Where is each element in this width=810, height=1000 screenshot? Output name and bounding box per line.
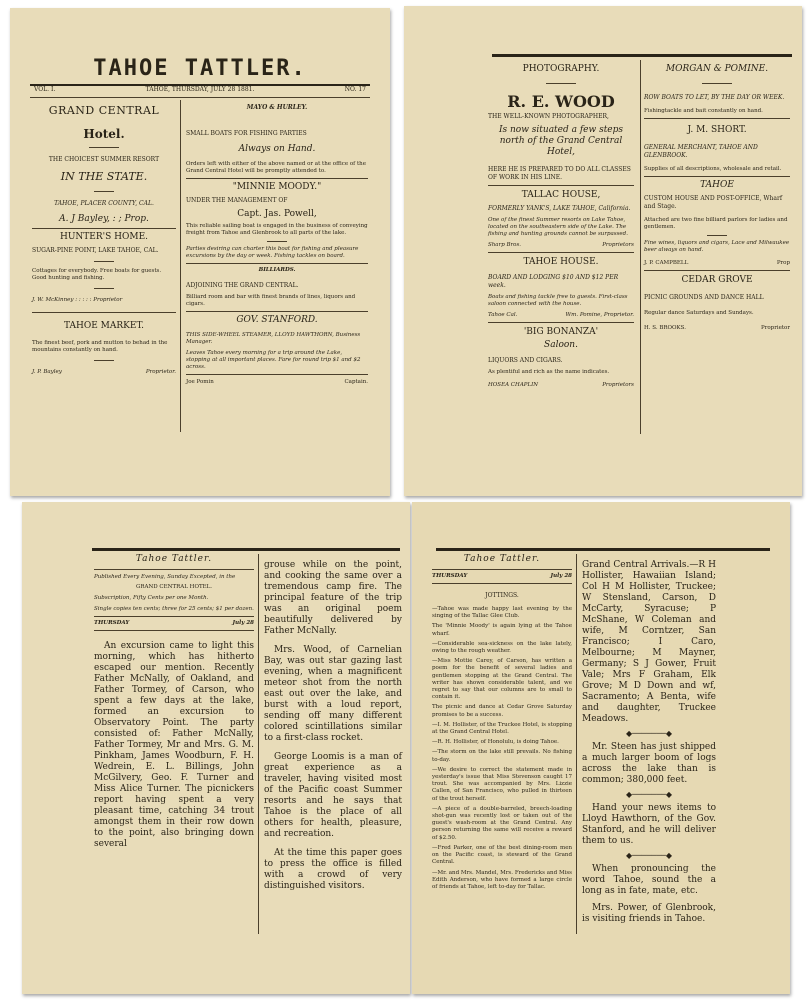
excursion-article: An excursion came to light this morning, which has hitherto escaped our mention. Recently Father McNally, of Oakland, and Father Tormey, of Carson, who spent a few days at the lake, formed an excursion to Observatory Point. The party consisted of: Father McNally, Father Tormey, Mr and Mrs. G. M. Pinkham, James Woodburn, F. H. Wedrein, E. L. Billings, John McGilvery, Geo. F. Turner and Miss Alice Turner. The picnickers report having spent a very pleasant time, catching 34 trout amongst them in their row down to the point, also bringing down several <box>94 641 254 849</box>
masthead: TAHOE TATTLER. <box>93 56 307 81</box>
tahoe-house: TAHOE HOUSE. <box>523 257 599 267</box>
steen-paragraph: Mr. Steen has just shipped a much larger boom of logs across the lake than is common; 380,000 feet. <box>582 742 716 785</box>
page4-right-column <box>582 560 716 925</box>
jotting-7: —R. H. Hollister, of Honolulu, is doing Tahoe. <box>432 739 559 746</box>
page4-left-column <box>432 554 572 894</box>
single-copies: Single copies ten cents; three for 25 cents; $1 per dozen. <box>94 606 254 612</box>
prepared: HERE HE IS PREPARED TO DO ALL CLASSES OF WORK IN HIS LINE. <box>488 166 631 181</box>
date-label: July 28 <box>232 620 254 626</box>
page2-left-column <box>488 64 634 389</box>
proprietor-bayley: A. J Bayley, : ; Prop. <box>59 214 149 224</box>
issue-number: NO. 17 <box>344 86 366 93</box>
jotting-10: —A piece of a double-barreled, breech-loading shot-gun was recently lost or taken out of the guest's wash-room at the Grand Central. Any person returning the same will receive a reward of $2.50. <box>432 805 572 841</box>
brooks-prop: Proprietor <box>761 325 790 331</box>
jotting-4: —Miss Mottie Carey, of Carson, has written a poem for the benefit of several ladies and gentlemen stopping at the Grand Central. The writer has shown considerable talent, and we regret to say that our columns are to small to contain it. <box>432 658 572 701</box>
fine-wines: Fine wines, liquors and cigars, Lace and Milwaukee beer always on hand. <box>644 240 790 253</box>
divider-ornament: ◆───────◆ <box>625 729 673 738</box>
leaves-tahoe: Leaves Tahoe every morning for a trip around the Lake, stopping at all important places. Fare for round trip $1 and $2 across. <box>186 350 361 370</box>
tattler-header: Tahoe Tattler. <box>135 554 213 564</box>
page-2 <box>404 6 802 496</box>
press-paragraph: At the time this paper goes to press the office is filled with a crowd of very distinguished visitors. <box>264 848 402 891</box>
grouse-paragraph: grouse while on the point, and cooking the same over a tremendous camp fire. The principal feature of the trip was an original poem beautifully delivered by Father McNally. <box>264 560 402 636</box>
meteor-paragraph: Mrs. Wood, of Carnelian Bay, was out star gazing last evening, when a magnificent meteor shot from the north east out over the lake, and burst with a loud report, sending off many different colored scintillations similar to a first-class rocket. <box>264 645 402 743</box>
market-proprietor-name: J. P. Bayley <box>32 369 62 375</box>
pronouncing-paragraph: When pronouncing the word Tahoe, sound the a long as in fate, mate, etc. <box>582 864 716 896</box>
place-date: TAHOE, THURSDAY, JULY 28 1881. <box>145 86 255 93</box>
sharp-bros: Sharp Bros. <box>488 242 522 248</box>
tahoe-heading: TAHOE <box>700 180 734 190</box>
choicest-resort: THE CHOICEST SUMMER RESORT <box>48 156 160 163</box>
jp-campbell: J. P. CAMPBELL <box>644 260 689 266</box>
capt-powell: Capt. Jas. Powell, <box>237 209 317 219</box>
page3-masthead-column <box>94 554 254 850</box>
tahoe-cal: Tahoe Cal. <box>488 312 518 318</box>
formerly-yanks: FORMERLY YANK'S, LAKE TAHOE, California. <box>488 205 631 212</box>
tahoe-market: TAHOE MARKET. <box>64 321 144 331</box>
day-label-2: THURSDAY <box>432 573 468 579</box>
orders-note: Orders left with either of the above named or at the office of the Grand Central Hotel will be promptly attended to. <box>186 161 366 174</box>
jottings-heading: JOTTINGS. <box>485 592 519 599</box>
divider-ornament-3: ◆───────◆ <box>625 851 673 860</box>
mckinney: J. W. McKinney : : : : : Proprietor <box>32 297 123 303</box>
chaplin-proprietors: Proprietors <box>602 382 634 388</box>
page-3 <box>22 502 410 994</box>
market-proprietor-label: Proprietor. <box>145 369 176 375</box>
cottages: Cottages for everybody. Free boats for guests. Good hunting and fishing. <box>32 268 162 281</box>
liquors-cigars: LIQUORS AND CIGARS. <box>488 357 563 364</box>
power-paragraph: Mrs. Power, of Glenbrook, is visiting friends in Tahoe. <box>582 903 716 924</box>
picnic-grounds: PICNIC GROUNDS AND DANCE HALL <box>644 294 764 301</box>
plentiful: As plentiful and rich as the name indicates. <box>488 369 610 375</box>
mayo-hurley: MAYO & HURLEY. <box>246 104 308 111</box>
jotting-2: The 'Minnie Moody' is again lying at the Tahoe wharf. <box>432 623 572 637</box>
dateline <box>34 86 366 94</box>
jm-short: J. M. SHORT. <box>687 125 747 135</box>
grand-central-hotel: GRAND CENTRAL HOTEL. <box>135 584 213 590</box>
page1-right-column <box>186 104 368 386</box>
divider-ornament-2: ◆───────◆ <box>625 790 673 799</box>
jotting-6: —I. M. Hollister, of the Truckee Hotel, is stopping at the Grand Central Hotel. <box>432 721 572 736</box>
location: TAHOE, PLACER COUNTY, CAL. <box>54 200 154 207</box>
steamer: THIS SIDE-WHEEL STEAMER, LLOYD HAWTHORN, Business Manager. <box>186 332 361 345</box>
wm-pomine: Wm. Pomine, Proprietor. <box>565 312 634 318</box>
small-boats: SMALL BOATS FOR FISHING PARTIES <box>186 130 307 137</box>
joe-pomin: Joe Pomin <box>186 379 214 385</box>
published-note: Published Every Evening, Sunday Excepted, in the <box>94 574 236 580</box>
jotting-1: —Tahoe was made happy last evening by the singing of the Tallac Glee Club. <box>432 606 572 620</box>
subscription: Subscription, Fifty Cents per one Month. <box>94 595 209 601</box>
hunters-home: HUNTER'S HOME. <box>59 232 149 242</box>
jotting-8: —The storm on the lake still prevails. No fishing to-day. <box>432 749 572 763</box>
page3-right-column <box>264 560 402 892</box>
well-known: THE WELL-KNOWN PHOTOGRAPHER, <box>488 113 609 120</box>
date-label-2: July 28 <box>550 573 572 579</box>
jotting-9: —We desire to correct the statement made in yesterday's issue that Miss Stevenson caught 17 trout. She was accompanied by Mrs. Lizzie Callen, of San Francisco, who pulled in thirteen of the trout herself. <box>432 766 572 802</box>
gov-stanford: GOV. STANFORD. <box>236 315 318 325</box>
page2-right-column <box>644 64 790 332</box>
jotting-5: The picnic and dance at Cedar Grove Saturday promises to be a success. <box>432 704 572 718</box>
page-1 <box>10 8 390 496</box>
minnie-moody: "MINNIE MOODY." <box>232 182 322 192</box>
hotel-title: Hotel. <box>83 127 125 141</box>
billiard-parlors: Attached are two fine billiard parlors for ladies and gentlemen. <box>644 217 788 230</box>
situated: Is now situated a few steps north of the Grand Central Hotel, <box>498 125 624 157</box>
re-wood: R. E. WOOD <box>507 92 615 111</box>
jotting-12: —Mr. and Mrs. Mandel, Mrs. Fredericks and Miss Edith Anderson, who have formed a large circle of friends at Tahoe, left to-day for Tallac. <box>432 869 572 890</box>
saloon: Saloon. <box>544 340 578 350</box>
board-lodging: BOARD AND LODGING $10 AND $12 PER week. <box>488 274 619 289</box>
page-4 <box>412 502 790 994</box>
grand-central-arrivals: Grand Central Arrivals.—R H Hollister, Hawaiian Island; Col H M Hollister, Truckee; W Stensland, Carson, D McCarty, Syracuse; P McShane, W Coleman and wife, M Corntzer, San Francisco; I Caro, Melbourne; M Mayner, Germany; S J Gower, Fruit Vale; Mrs F Graham, Elk Grove; M D Down and wf, Sacramento; A Benta, wife and daughter, Truckee Meadows. <box>582 560 716 724</box>
billiards: BILLIARDS. <box>258 267 296 273</box>
loomis-paragraph: George Loomis is a man of great experience as a traveler, having visited most of the Pacific coast Summer resorts and he says that Tahoe is the place of all others for health, pleasure, and recreation. <box>264 752 402 839</box>
news-paragraph: Hand your news items to Lloyd Hawthorn, of the Gov. Stanford, and he will deliver them to us. <box>582 803 716 846</box>
billiard-desc: Billiard room and bar with finest brands of lines, liquors and cigars. <box>186 294 356 307</box>
regular-dance: Regular dance Saturdays and Sundays. <box>644 310 754 316</box>
sharp-proprietors: Proprietors <box>602 242 634 248</box>
tallac-house: TALLAC HOUSE, <box>521 190 601 200</box>
hosea-chaplin: HOSEA CHAPLIN <box>488 382 539 388</box>
boats-free: Boats and fishing tackle free to guests. First-class saloon connected with the house. <box>488 294 628 307</box>
campbell-prop: Prop <box>776 260 790 266</box>
tallac-desc: One of the finest Summer resorts on Lake Tahoe, located on the southeastern side of the Lake. The fishing and hunting grounds cannot be surpassed. <box>488 217 628 237</box>
custom-house: CUSTOM HOUSE AND POST-OFFICE, Wharf and Stage. <box>644 195 783 210</box>
jotting-11: —Fred Parker, one of the best dining-room men on the Pacific coast, is steward of the Grand Central. <box>432 844 572 866</box>
market-desc: The finest beef, pork and mutton to behad in the mountains constantly on hand. <box>32 340 168 353</box>
hs-brooks: H. S. BROOKS. <box>644 325 686 331</box>
grand-central: GRAND CENTRAL <box>48 104 160 117</box>
row-boats: ROW BOATS TO LET, BY THE DAY OR WEEK. <box>644 94 785 101</box>
in-the-state: IN THE STATE. <box>60 170 148 183</box>
cedar-grove: CEDAR GROVE <box>681 275 753 285</box>
big-bonanza: 'BIG BONANZA' <box>523 327 599 337</box>
under-management: UNDER THE MANAGEMENT OF <box>186 197 288 204</box>
supplies: Supplies of all descriptions, wholesale and retail. <box>644 166 782 172</box>
charter-note: Parties desiring can charter this boat for fishing and pleasure excursions by the day or week. Fishing tackles on board. <box>186 246 359 259</box>
sugar-pine: SUGAR-PINE POINT, LAKE TAHOE, CAL. <box>32 247 159 254</box>
day-label: THURSDAY <box>94 620 130 626</box>
powell-desc: This reliable sailing boat is engaged in the business of conveying freight from Tahoe and Glenbrook to all parts of the lake. <box>186 223 368 236</box>
volume: VOL. I. <box>34 86 56 93</box>
morgan-pomine: MORGAN & POMINE. <box>665 64 769 74</box>
jotting-3: —Considerable sea-sickness on the lake lately, owing to the rough weather. <box>432 640 572 655</box>
general-merchant: GENERAL MERCHANT, TAHOE AND GLENBROOK. <box>644 144 758 159</box>
page1-left-column <box>32 104 176 376</box>
photography: PHOTOGRAPHY. <box>522 64 600 74</box>
always-on-hand: Always on Hand. <box>238 144 316 154</box>
captain-label: Captain. <box>344 379 368 385</box>
fishing-tackle: Fishingtackle and bait constantly on hand. <box>644 108 763 114</box>
tattler-header-2: Tahoe Tattler. <box>463 554 541 564</box>
adjoining: ADJOINING THE GRAND CENTRAL. <box>186 282 299 289</box>
